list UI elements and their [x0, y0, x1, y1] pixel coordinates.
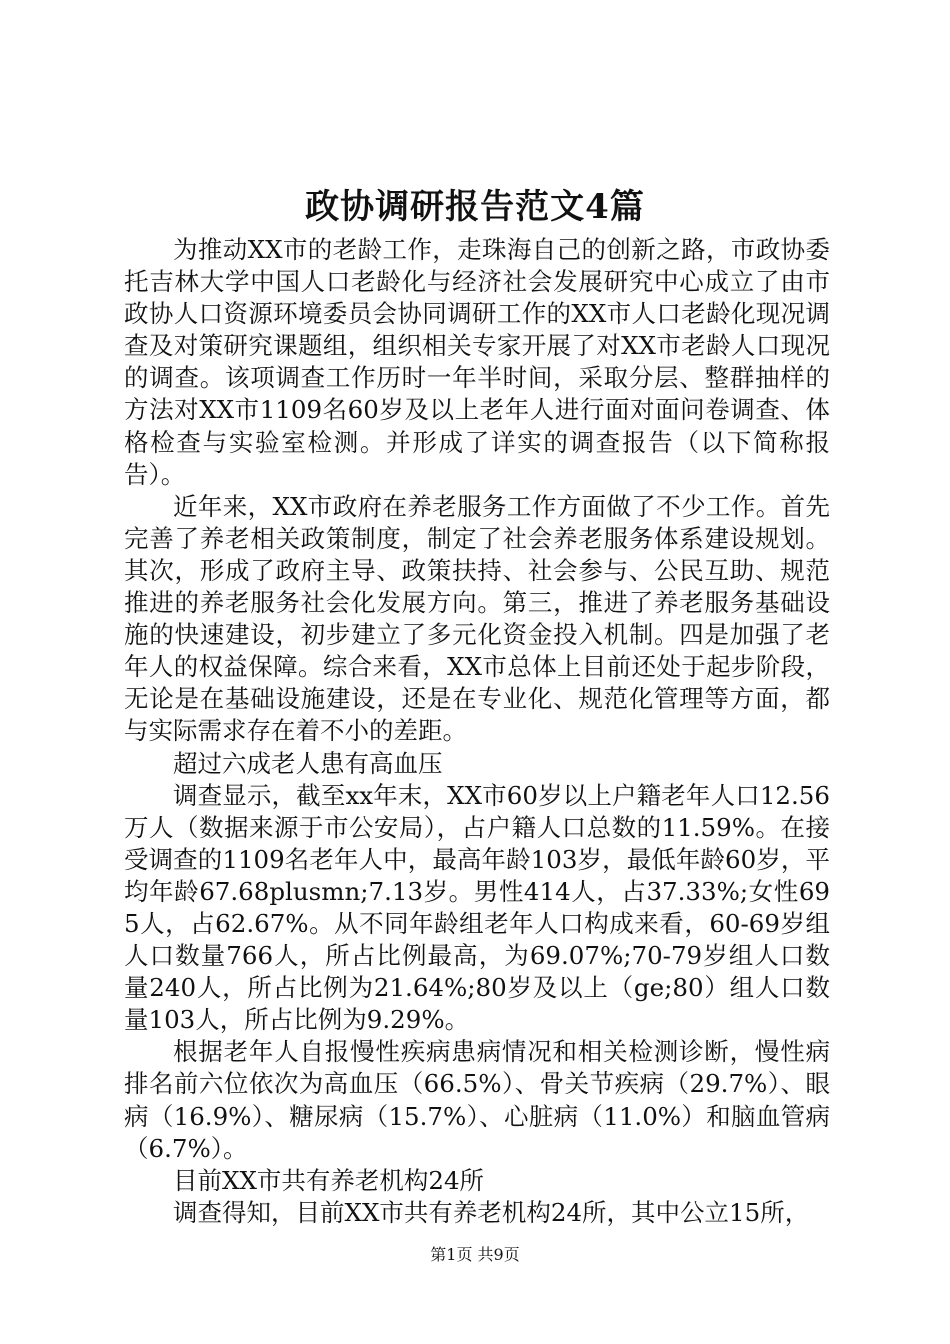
- page-number-footer: 第1页 共9页: [430, 1245, 520, 1264]
- section-heading-hypertension: 超过六成老人患有高血压: [173, 748, 443, 778]
- section-heading-institutions: 目前XX市共有养老机构24所: [173, 1165, 485, 1195]
- document-body: [124, 234, 830, 1229]
- paragraph-institutions: 调查得知，目前XX市共有养老机构24所，其中公立15所，: [173, 1197, 810, 1227]
- paragraph-chronic-disease: 根据老年人自报慢性疾病患病情况和相关检测诊断，慢性病排名前六位依次为高血压（66.5%）、骨关节疾病（29.7%）、眼病（16.9%）、糖尿病（15.7%）、心脏病（11.0%）和脑血管病（6.7%）。: [124, 1037, 830, 1163]
- paragraph-survey-results: 调查显示，截至xx年末，XX市60岁以上户籍老年人口12.56万人（数据来源于市公安局），占户籍人口总数的11.59%。在接受调查的1109名老年人中，最高年龄103岁，最低年龄60岁，平均年龄67.68plusmn;7.13岁。男性414人，占37.33%;女性695人，占62.67%。从不同年龄组老年人口构成来看，60-69岁组人口数量766人，所占比例最高，为69.07%;70-79岁组人口数量240人，所占比例为21.64%;80岁及以上（ge;80）组人口数量103人，所占比例为9.29%。: [124, 780, 830, 1035]
- paragraph-services: 近年来，XX市政府在养老服务工作方面做了不少工作。首先完善了养老相关政策制度，制定了社会养老服务体系建设规划。其次，形成了政府主导、政策扶持、社会参与、公民互助、规范推进的养老服务社会化发展方向。第三，推进了养老服务基础设施的快速建设，初步建立了多元化资金投入机制。四是加强了老年人的权益保障。综合来看，XX市总体上目前还处于起步阶段，无论是在基础设施建设，还是在专业化、规范化管理等方面，都与实际需求存在着不小的差距。: [124, 491, 830, 746]
- paragraph-intro: 为推动XX市的老龄工作，走珠海自己的创新之路，市政协委托吉林大学中国人口老龄化与经济社会发展研究中心成立了由市政协人口资源环境委员会协同调研工作的XX市人口老龄化现况调查及对策研究课题组，组织相关专家开展了对XX市老龄人口现况的调查。该项调查工作历时一年半时间，采取分层、整群抽样的方法对XX市1109名60岁及以上老年人进行面对面问卷调查、体格检查与实验室检测。并形成了详实的调查报告（以下简称报告）。: [124, 235, 830, 489]
- page-title: 政协调研报告范文4篇: [305, 187, 645, 227]
